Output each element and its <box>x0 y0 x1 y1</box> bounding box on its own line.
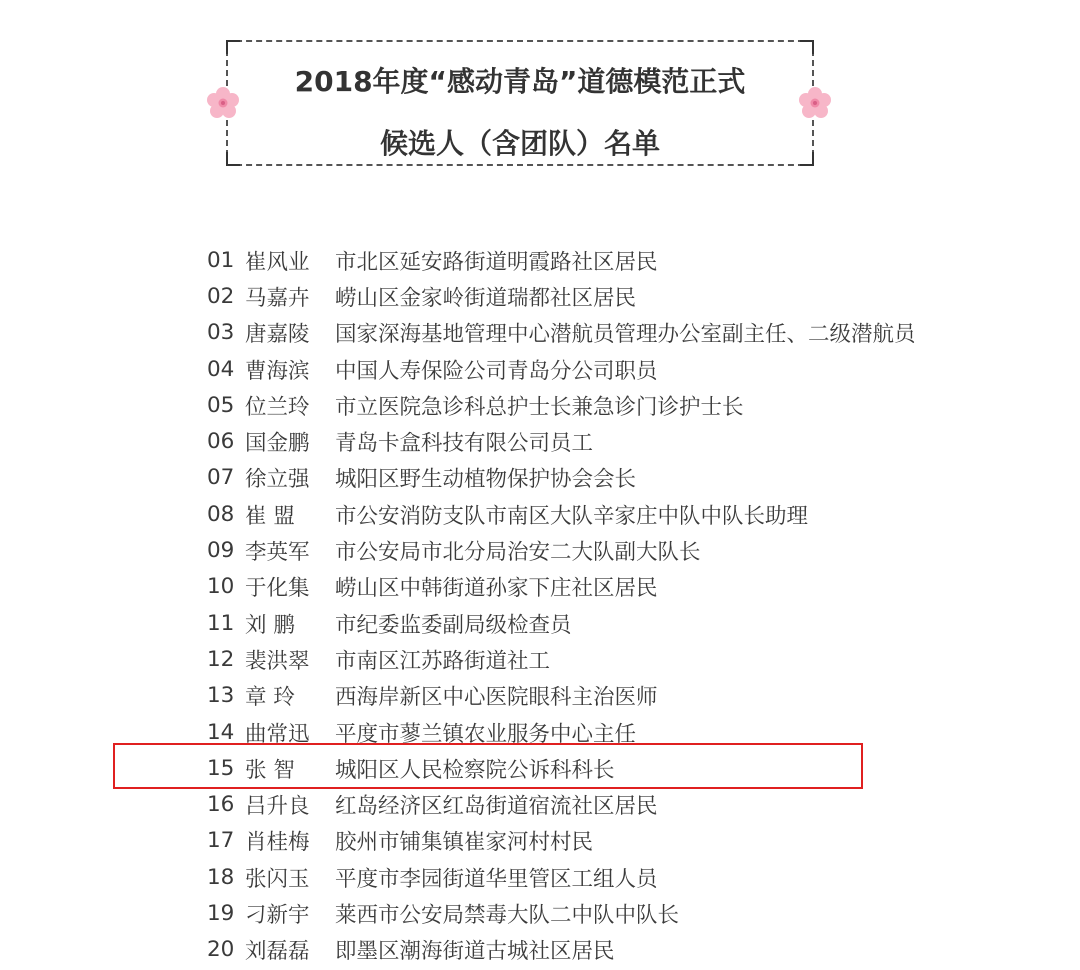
list-item <box>207 278 1027 314</box>
list-item <box>207 786 1027 822</box>
item-number: 20 <box>207 937 235 963</box>
item-number: 16 <box>207 792 235 818</box>
candidate-description: 中国人寿保险公司青岛分公司职员 <box>335 358 658 384</box>
candidate-description: 市纪委监委副局级检查员 <box>335 612 572 638</box>
candidate-name: 裴洪翠 <box>245 648 310 674</box>
item-number: 15 <box>207 755 235 781</box>
candidate-description: 莱西市公安局禁毒大队二中队中队长 <box>335 902 680 928</box>
candidate-name: 刁新宇 <box>245 902 310 928</box>
list-item <box>207 423 1027 459</box>
list-item <box>207 895 1027 931</box>
candidate-description: 胶州市铺集镇崔家河村村民 <box>335 830 594 856</box>
item-number: 08 <box>207 501 235 527</box>
candidate-name: 曹海滨 <box>245 358 310 384</box>
frame-corner <box>226 40 240 54</box>
candidate-name: 章 玲 <box>245 685 295 711</box>
list-item <box>207 387 1027 423</box>
item-number: 13 <box>207 683 235 709</box>
list-item <box>207 932 1027 968</box>
title-frame <box>226 40 814 166</box>
candidate-description: 市南区江苏路街道社工 <box>335 648 551 674</box>
candidate-name: 张 智 <box>245 757 295 783</box>
candidate-description: 市立医院急诊科总护士长兼急诊门诊护士长 <box>335 394 744 420</box>
candidate-description: 平度市李园街道华里管区工组人员 <box>335 866 658 892</box>
candidate-list <box>207 242 1027 968</box>
item-number: 10 <box>207 574 235 600</box>
item-number: 14 <box>207 719 235 745</box>
item-number: 18 <box>207 864 235 890</box>
item-number: 17 <box>207 828 235 854</box>
candidate-name: 刘磊磊 <box>245 939 310 965</box>
item-number: 02 <box>207 283 235 309</box>
candidate-name: 吕升良 <box>245 794 310 820</box>
page-title-line2: 候选人（含团队）名单 <box>379 127 660 160</box>
item-number: 06 <box>207 429 235 455</box>
candidate-name: 刘 鹏 <box>245 612 295 638</box>
candidate-name: 于化集 <box>245 576 310 602</box>
list-item <box>207 569 1027 605</box>
candidate-description: 平度市蓼兰镇农业服务中心主任 <box>335 721 637 747</box>
item-number: 11 <box>207 610 235 636</box>
candidate-name: 李英军 <box>245 540 310 566</box>
candidate-description: 红岛经济区红岛街道宿流社区居民 <box>335 794 658 820</box>
candidate-description: 西海岸新区中心医院眼科主治医师 <box>335 685 658 711</box>
page-title-line1: 2018年度“感动青岛”道德模范正式 <box>294 65 746 98</box>
item-number: 03 <box>207 320 235 346</box>
candidate-description: 城阳区人民检察院公诉科科长 <box>335 757 615 783</box>
plum-blossom-icon <box>206 86 240 120</box>
candidate-name: 国金鹏 <box>245 431 310 457</box>
list-item <box>207 351 1027 387</box>
item-number: 19 <box>207 900 235 926</box>
candidate-name: 崔 盟 <box>245 503 295 529</box>
candidate-description: 崂山区金家岭街道瑞都社区居民 <box>335 285 637 311</box>
list-item <box>207 315 1027 351</box>
candidate-name: 曲常迅 <box>245 721 310 747</box>
list-item <box>207 242 1027 278</box>
candidate-name: 马嘉卉 <box>245 285 310 311</box>
item-number: 09 <box>207 538 235 564</box>
list-item <box>207 605 1027 641</box>
candidate-description: 崂山区中韩街道孙家下庄社区居民 <box>335 576 658 602</box>
list-item <box>207 859 1027 895</box>
candidate-description: 市北区延安路街道明霞路社区居民 <box>335 249 658 275</box>
candidate-description: 青岛卡盒科技有限公司员工 <box>335 431 594 457</box>
candidate-description: 国家深海基地管理中心潜航员管理办公室副主任、二级潜航员 <box>335 322 916 348</box>
candidate-name: 位兰玲 <box>245 394 310 420</box>
list-item <box>207 460 1027 496</box>
list-item <box>207 678 1027 714</box>
item-number: 04 <box>207 356 235 382</box>
candidate-name: 张闪玉 <box>245 866 310 892</box>
candidate-description: 即墨区潮海街道古城社区居民 <box>335 939 615 965</box>
candidate-description: 城阳区野生动植物保护协会会长 <box>335 467 637 493</box>
candidate-description: 市公安消防支队市南区大队辛家庄中队中队长助理 <box>335 503 809 529</box>
item-number: 01 <box>207 247 235 273</box>
item-number: 05 <box>207 392 235 418</box>
candidate-description: 市公安局市北分局治安二大队副大队长 <box>335 540 701 566</box>
candidate-name: 唐嘉陵 <box>245 322 310 348</box>
item-number: 12 <box>207 646 235 672</box>
highlight-box <box>113 743 863 789</box>
candidate-name: 肖桂梅 <box>245 830 310 856</box>
list-item <box>207 823 1027 859</box>
candidate-name: 徐立强 <box>245 467 310 493</box>
plum-blossom-icon <box>798 86 832 120</box>
candidate-name: 崔风业 <box>245 249 310 275</box>
list-item <box>207 496 1027 532</box>
list-item <box>207 641 1027 677</box>
item-number: 07 <box>207 465 235 491</box>
list-item <box>207 532 1027 568</box>
frame-corner <box>800 40 814 54</box>
